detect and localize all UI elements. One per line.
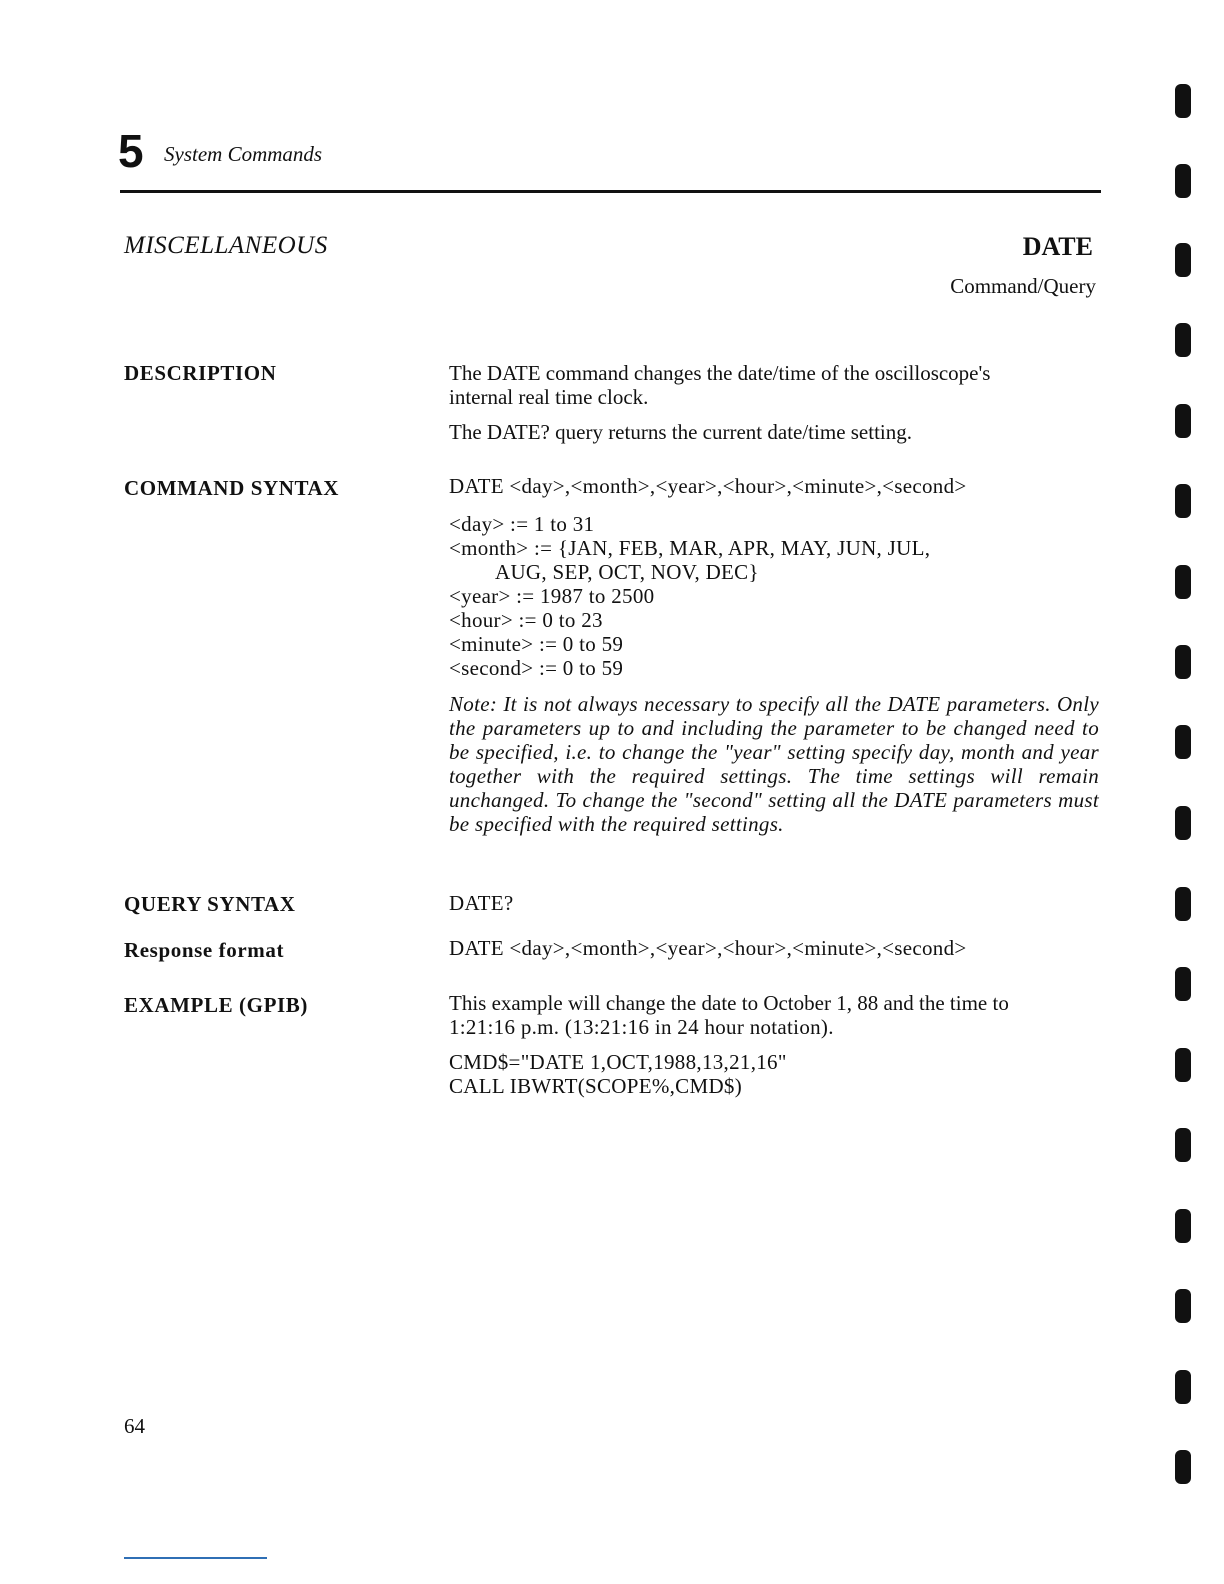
description-line: internal real time clock. bbox=[449, 385, 649, 409]
example-label: EXAMPLE (GPIB) bbox=[124, 993, 308, 1017]
command-name: DATE bbox=[1022, 232, 1093, 261]
chapter-title: System Commands bbox=[164, 142, 323, 166]
description-block bbox=[449, 361, 1099, 444]
binding-hole bbox=[1175, 645, 1191, 679]
binding-hole bbox=[1175, 967, 1191, 1001]
binding-hole bbox=[1175, 1209, 1191, 1243]
binding-hole bbox=[1175, 164, 1191, 198]
binding-hole bbox=[1175, 887, 1191, 921]
param-line: <year> := 1987 to 2500 bbox=[449, 584, 655, 608]
example-line: 1:21:16 p.m. (13:21:16 in 24 hour notation). bbox=[449, 1015, 834, 1039]
param-line: <day> := 1 to 31 bbox=[449, 512, 595, 536]
description-label: DESCRIPTION bbox=[124, 361, 277, 385]
param-line: <second> := 0 to 59 bbox=[449, 656, 624, 680]
response-format-label: Response format bbox=[124, 938, 285, 962]
example-line: This example will change the date to October 1, 88 and the time to bbox=[449, 991, 1009, 1015]
description-line: The DATE command changes the date/time of the oscilloscope's bbox=[449, 361, 991, 385]
command-syntax-block bbox=[449, 474, 1099, 836]
response-format: DATE <day>,<month>,<year>,<hour>,<minute>,<second> bbox=[449, 936, 967, 960]
syntax-note: Note: It is not always necessary to specify all the DATE parameters. Only the parameters up to and including the parameter to be changed need to be specified, i.e. to change the "year" setting specify day, month and year together with the required settings. The time settings will remain unchanged. To change the "second" setting all the DATE parameters must be specified with the required settings. bbox=[449, 692, 1099, 836]
param-line: <month> := {JAN, FEB, MAR, APR, MAY, JUN, JUL, bbox=[449, 536, 931, 560]
query-syntax: DATE? bbox=[449, 891, 514, 915]
param-line: AUG, SEP, OCT, NOV, DEC} bbox=[495, 560, 759, 584]
example-code: CMD$="DATE 1,OCT,1988,13,21,16" bbox=[449, 1050, 787, 1074]
binding-hole bbox=[1175, 404, 1191, 438]
header-rule bbox=[120, 190, 1101, 193]
binding-hole bbox=[1175, 1128, 1191, 1162]
example-code: CALL IBWRT(SCOPE%,CMD$) bbox=[449, 1074, 743, 1098]
command-syntax: DATE <day>,<month>,<year>,<hour>,<minute>,<second> bbox=[449, 474, 967, 498]
binding-hole bbox=[1175, 484, 1191, 518]
param-line: <minute> := 0 to 59 bbox=[449, 632, 624, 656]
bottom-rule bbox=[124, 1557, 267, 1559]
binding-hole bbox=[1175, 725, 1191, 759]
binding-hole bbox=[1175, 1370, 1191, 1404]
param-line: <hour> := 0 to 23 bbox=[449, 608, 603, 632]
binding-hole bbox=[1175, 1450, 1191, 1484]
command-syntax-label: COMMAND SYNTAX bbox=[124, 476, 340, 500]
command-type: Command/Query bbox=[950, 274, 1096, 298]
binding-hole bbox=[1175, 1289, 1191, 1323]
binding-hole bbox=[1175, 1048, 1191, 1082]
example-block bbox=[449, 991, 1099, 1098]
binding-hole bbox=[1175, 806, 1191, 840]
section-title: MISCELLANEOUS bbox=[124, 232, 328, 259]
binding-hole bbox=[1175, 84, 1191, 118]
binding-hole bbox=[1175, 243, 1191, 277]
description-line: The DATE? query returns the current date/time setting. bbox=[449, 420, 913, 444]
binding-hole bbox=[1175, 565, 1191, 599]
binding-hole bbox=[1175, 323, 1191, 357]
query-syntax-label: QUERY SYNTAX bbox=[124, 892, 296, 916]
page-number: 64 bbox=[124, 1414, 145, 1438]
chapter-number: 5 bbox=[118, 125, 144, 177]
